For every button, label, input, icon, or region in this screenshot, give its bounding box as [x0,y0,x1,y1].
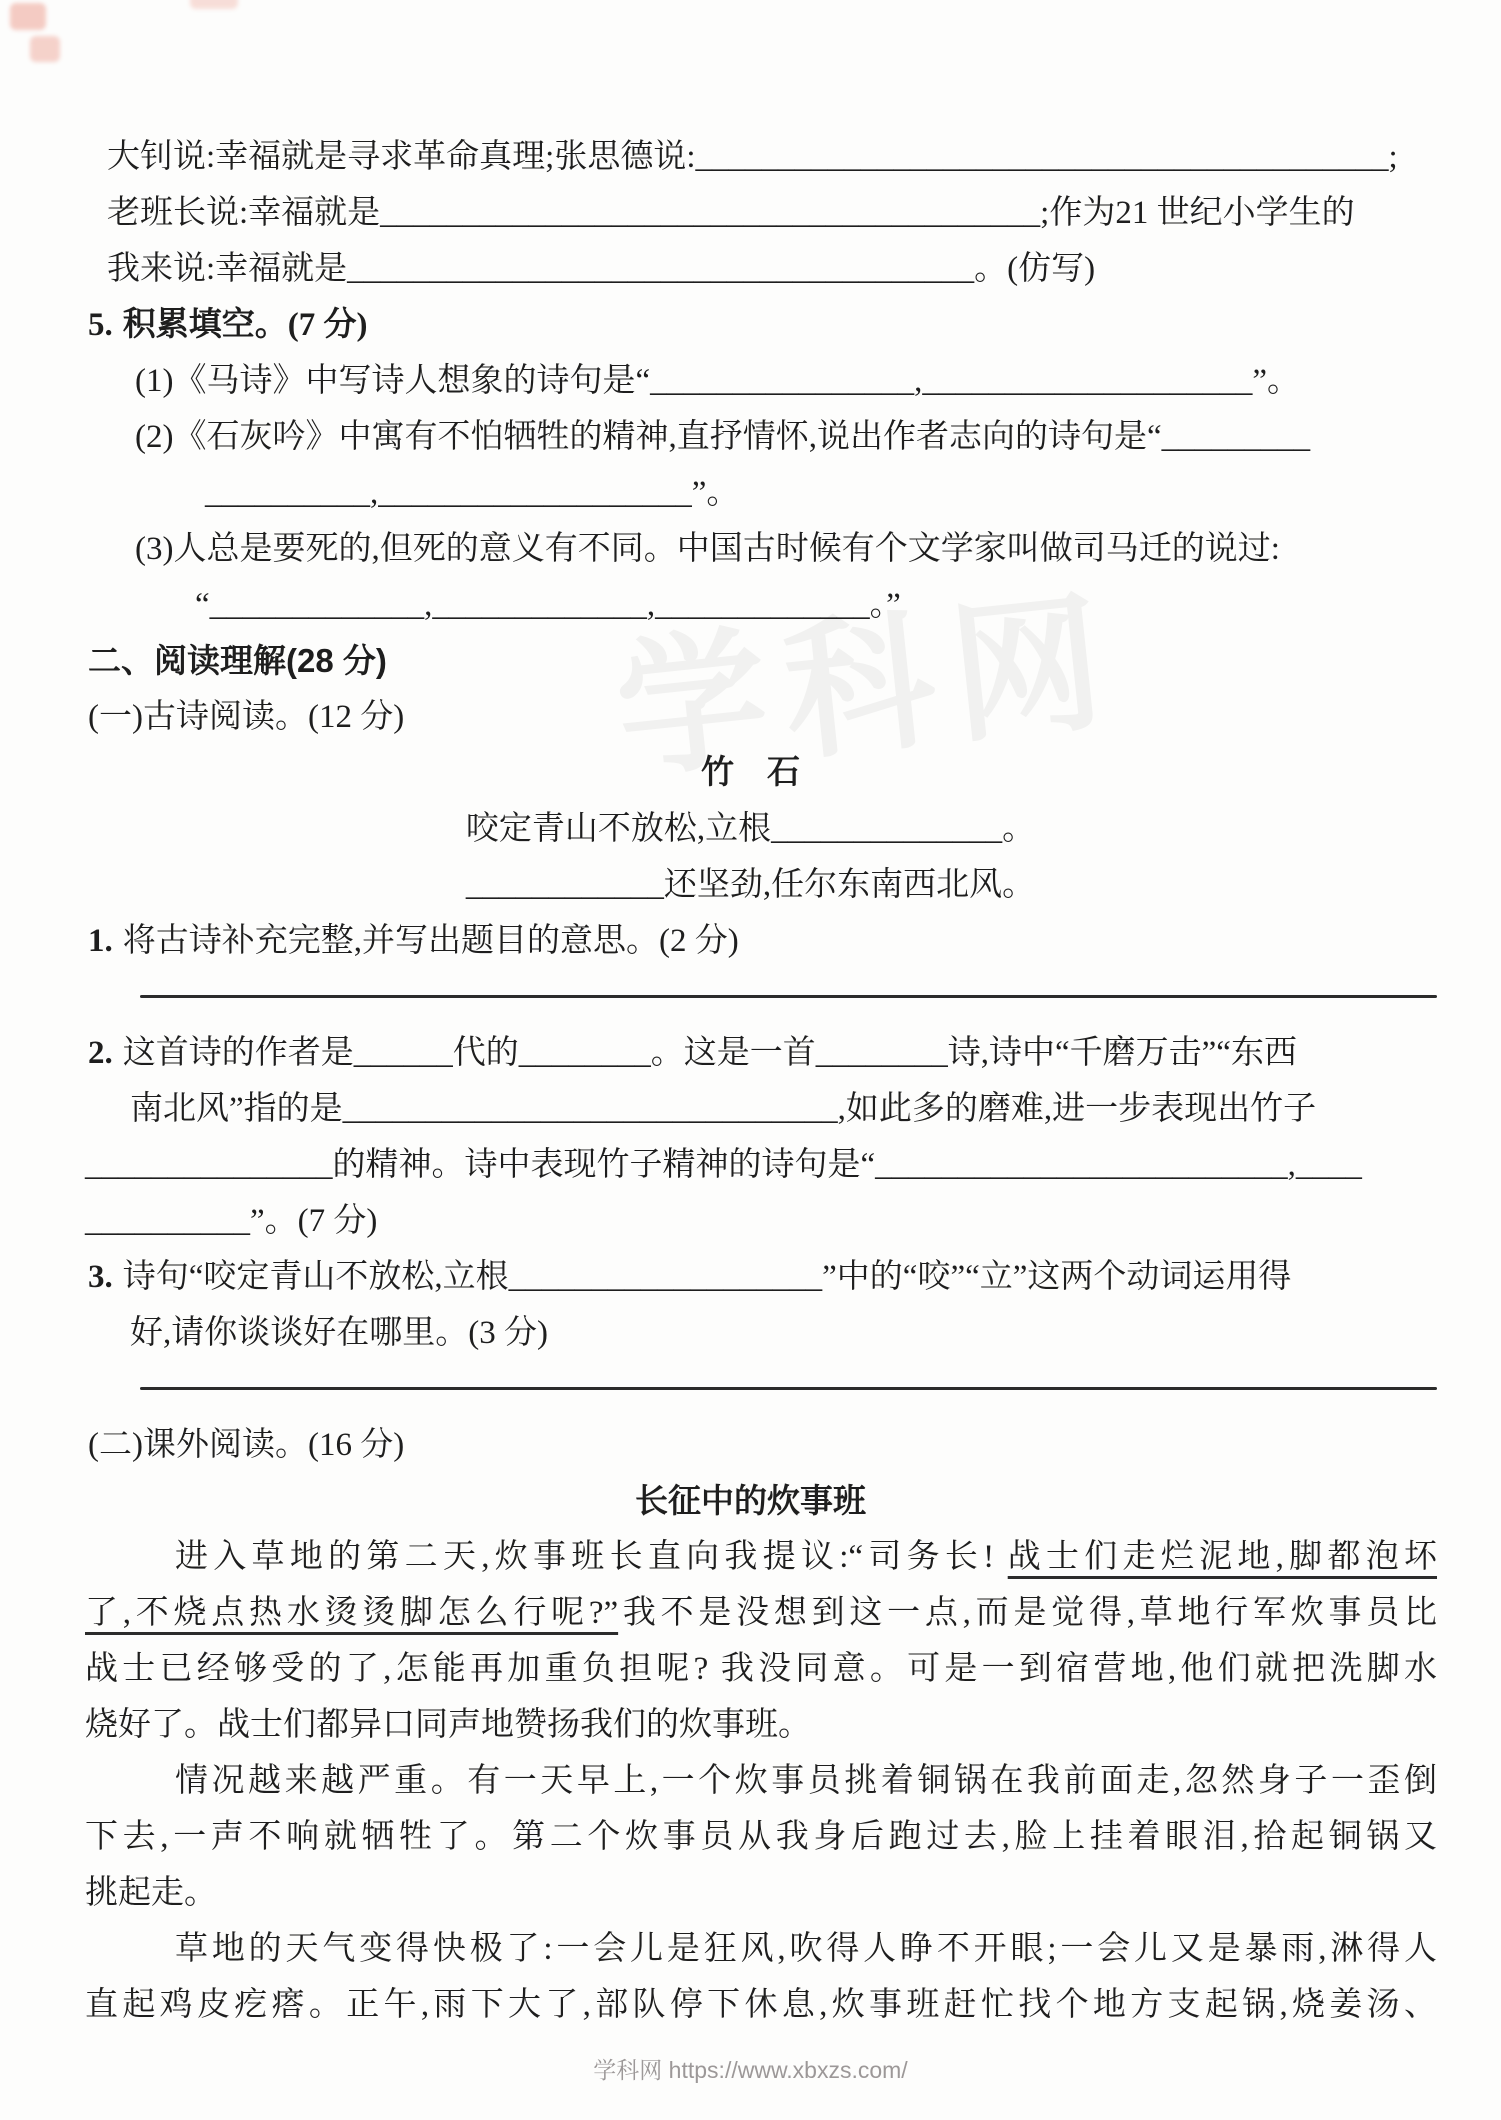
poem-question-1 [0,913,1501,969]
fill-line-wolaishuo: 我来说:幸福就是______________________________________。(仿写) [107,251,1096,287]
passage-title: 长征中的炊事班 [635,1482,866,1519]
fill-line-laobanzhang: 老班长说:幸福就是________________________________________;作为21 世纪小学生的 [107,195,1355,231]
passage-p3-line-2: 直起鸡皮疙瘩。正午,雨下大了,部队停下休息,炊事班赶忙找个地方支起锅,烧姜汤、 [85,1987,1437,2023]
question-5-item-3-line-2: “_____________,_____________,_____________。” [195,587,901,623]
question-5-item-3-line-1: (3)人总是要死的,但死的意义有不同。中国古时候有个文学家叫做司马迁的说过: [135,531,1280,567]
question-text: 诗句“咬定青山不放松,立根___________________”中的“咬”“立”这两个动词运用得 [122,1259,1292,1295]
passage-p2-line-1: 情况越来越严重。有一天早上,一个炊事员挑着铜锅在我前面走,忽然身子一歪倒 [175,1763,1437,1799]
poem-question-2-line-1 [0,1025,1501,1081]
poem-question-3-line-2: 好,请你谈谈好在哪里。(3 分) [130,1315,548,1351]
answer-writing-line [0,1361,1501,1417]
poem-question-2-line-4: __________”。(7 分) [85,1203,378,1239]
underlined-passage-text: 了,不烧点热水烫烫脚怎么行呢?” [85,1595,619,1631]
passage-p1-line-3: 战士已经够受的了,怎能再加重负担呢? 我没同意。可是一到宿营地,他们就把洗脚水 [85,1651,1437,1687]
poem-title: 竹 石 [701,755,800,791]
passage-text: 进入草地的第二天,炊事班长直向我提议:“司务长! [175,1539,1008,1575]
poem-line-2: ____________还坚劲,任尔东南西北风。 [465,867,1036,903]
poem-line-1: 咬定青山不放松,立根______________。 [465,811,1036,847]
passage-p1-line-4: 烧好了。战士们都异口同声地赞扬我们的炊事班。 [85,1707,811,1743]
passage-p2-line-3: 挑起走。 [85,1875,217,1911]
poem-question-2-line-3: _______________的精神。诗中表现竹子精神的诗句是“_________________________,____ [85,1147,1362,1183]
underlined-passage-text: 战士们走烂泥地,脚都泡坏 [1007,1539,1438,1575]
fill-line-dazhao: 大钊说:幸福就是寻求革命真理;张思德说:__________________________________________; [107,139,1398,175]
question-text: 将古诗补充完整,并写出题目的意思。(2 分) [122,923,739,959]
question-5-item-2-line-1: (2)《石灰吟》中寓有不怕牺牲的精神,直抒情怀,说出作者志向的诗句是“_________ [135,419,1311,455]
question-number: 3. [88,1259,113,1295]
question-title-text: 积累填空。(7 分) [122,307,368,343]
part-1-title: (一)古诗阅读。(12 分) [88,699,405,735]
passage-text: 我不是没想到这一点,而是觉得,草地行军炊事员比 [618,1595,1438,1631]
question-text: 这首诗的作者是______代的________。这是一首________诗,诗中“千磨万击”“东西 [122,1035,1297,1071]
question-5-item-1: (1)《马诗》中写诗人想象的诗句是“________________,____________________”。 [135,363,1301,399]
question-number: 5. [88,307,113,343]
answer-writing-line [0,969,1501,1025]
passage-p2-line-2: 下去,一声不响就牺牲了。第二个炊事员从我身后跑过去,脸上挂着眼泪,拾起铜锅又 [85,1819,1437,1855]
passage-p1-line-1 [0,1529,1501,1585]
site-watermark-footer: 学科网 https://www.xbxzs.com/ [593,2057,908,2083]
question-number: 2. [88,1035,113,1071]
section-2-title: 二、阅读理解(28 分) [88,642,387,679]
question-5-title [0,297,1501,353]
question-5-item-2-line-2: __________,___________________”。 [205,475,740,511]
poem-question-3-line-1 [0,1249,1501,1305]
question-number: 1. [88,923,113,959]
passage-p3-line-1: 草地的天气变得快极了:一会儿是狂风,吹得人睁不开眼;一会儿又是暴雨,淋得人 [175,1931,1437,1967]
part-2-title: (二)课外阅读。(16 分) [88,1427,405,1463]
poem-question-2-line-2: 南北风”指的是______________________________,如此多的磨难,进一步表现出竹子 [130,1091,1317,1127]
passage-p1-line-2 [0,1585,1501,1641]
